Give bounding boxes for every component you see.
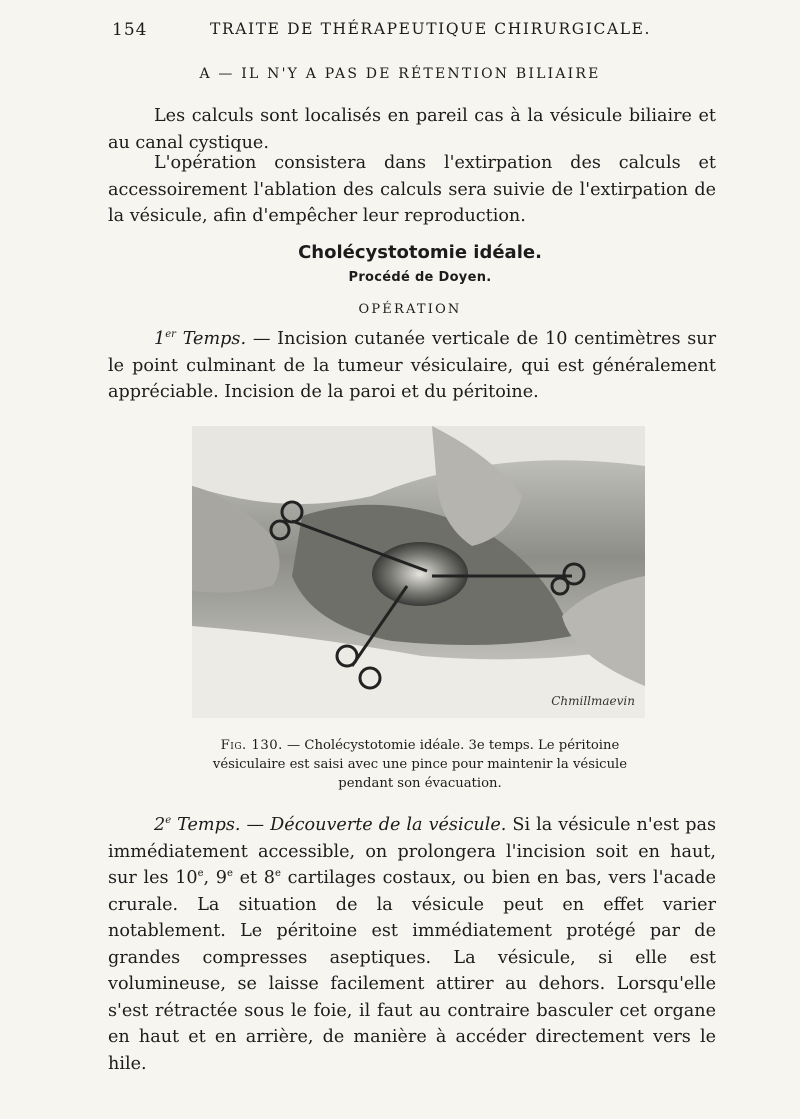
surgical-figure	[192, 426, 645, 718]
paragraph-operation: L'opération consistera dans l'extirpation des calculs et accessoirement l'ablation des calculs sera suivie de l'extirpation de la vésicule, afin d'empêcher leur reproduction.	[108, 153, 716, 226]
step-2-sup-a: e	[197, 868, 204, 880]
figure-label: Fig. 130.	[220, 738, 283, 753]
step-2-sup-b: e	[227, 868, 233, 880]
procedure-subtitle: Procédé de Doyen.	[348, 270, 492, 285]
step-2-dash: —	[240, 815, 271, 835]
step-2-text-a: Si la vésicule n'est pas immédiatement accessible, on prolongera l'incision soit en haut, sur les 10	[108, 815, 717, 888]
procedure-title: Cholécystotomie idéale.	[298, 242, 542, 263]
running-title: TRAITE DE THÉRAPEUTIQUE CHIRURGICALE.	[210, 20, 652, 38]
step-2-text-b: , 9	[203, 868, 228, 888]
section-heading: A — IL N'Y A PAS DE RÉTENTION BILIAIRE	[199, 66, 601, 82]
step-2-sup-c: e	[275, 868, 281, 880]
paragraph-calculs: Les calculs sont localisés en pareil cas à la vésicule biliaire et au canal cystique.	[108, 106, 716, 153]
figure-caption	[185, 736, 655, 793]
page-header	[112, 20, 712, 44]
surgical-photograph-icon	[192, 426, 645, 718]
step-2-paragraph	[108, 812, 716, 1077]
step-2-number: 2	[154, 815, 166, 835]
step-2-label: Temps.	[177, 815, 241, 835]
step-1-paragraph	[108, 326, 716, 406]
step-2-ordinal: e	[165, 815, 172, 827]
page-number: 154	[112, 20, 148, 40]
step-2-text-c: et 8	[232, 868, 275, 888]
step-1-ordinal: er	[165, 329, 176, 341]
step-2-heading: Découverte de la vésicule.	[270, 815, 507, 835]
step-1-text: — Incision cutanée verticale de 10 centimètres sur le point culminant de la tumeur vésiculaire, qui est généralement appréciable. Incision de la paroi et du péritoine.	[108, 329, 717, 402]
step-1-label: Temps.	[182, 329, 247, 349]
figure-caption-text: — Cholécystotomie idéale. 3e temps. Le péritoine vésiculaire est saisi avec une pince pour maintenir la vésicule pendant son évacuation.	[212, 738, 628, 791]
engraver-signature: Chmillmaevin	[551, 694, 635, 708]
operation-label: OPÉRATION	[358, 302, 462, 317]
step-2-text-d: cartilages costaux, ou bien en bas, vers l'acade crurale. La situation de la vésicule peut en effet varier notablement. Le péritoine est immédiatement protégé par de grandes compresses aseptiques. La vésicule, si elle est volumineuse, se laisse facilement attirer au dehors. Lorsqu'elle s'est rétractée sous le foie, il faut au contraire basculer cet organe en haut et en arrière, de manière à accéder directement vers le hile.	[108, 868, 716, 1074]
step-1-number: 1	[154, 329, 166, 349]
